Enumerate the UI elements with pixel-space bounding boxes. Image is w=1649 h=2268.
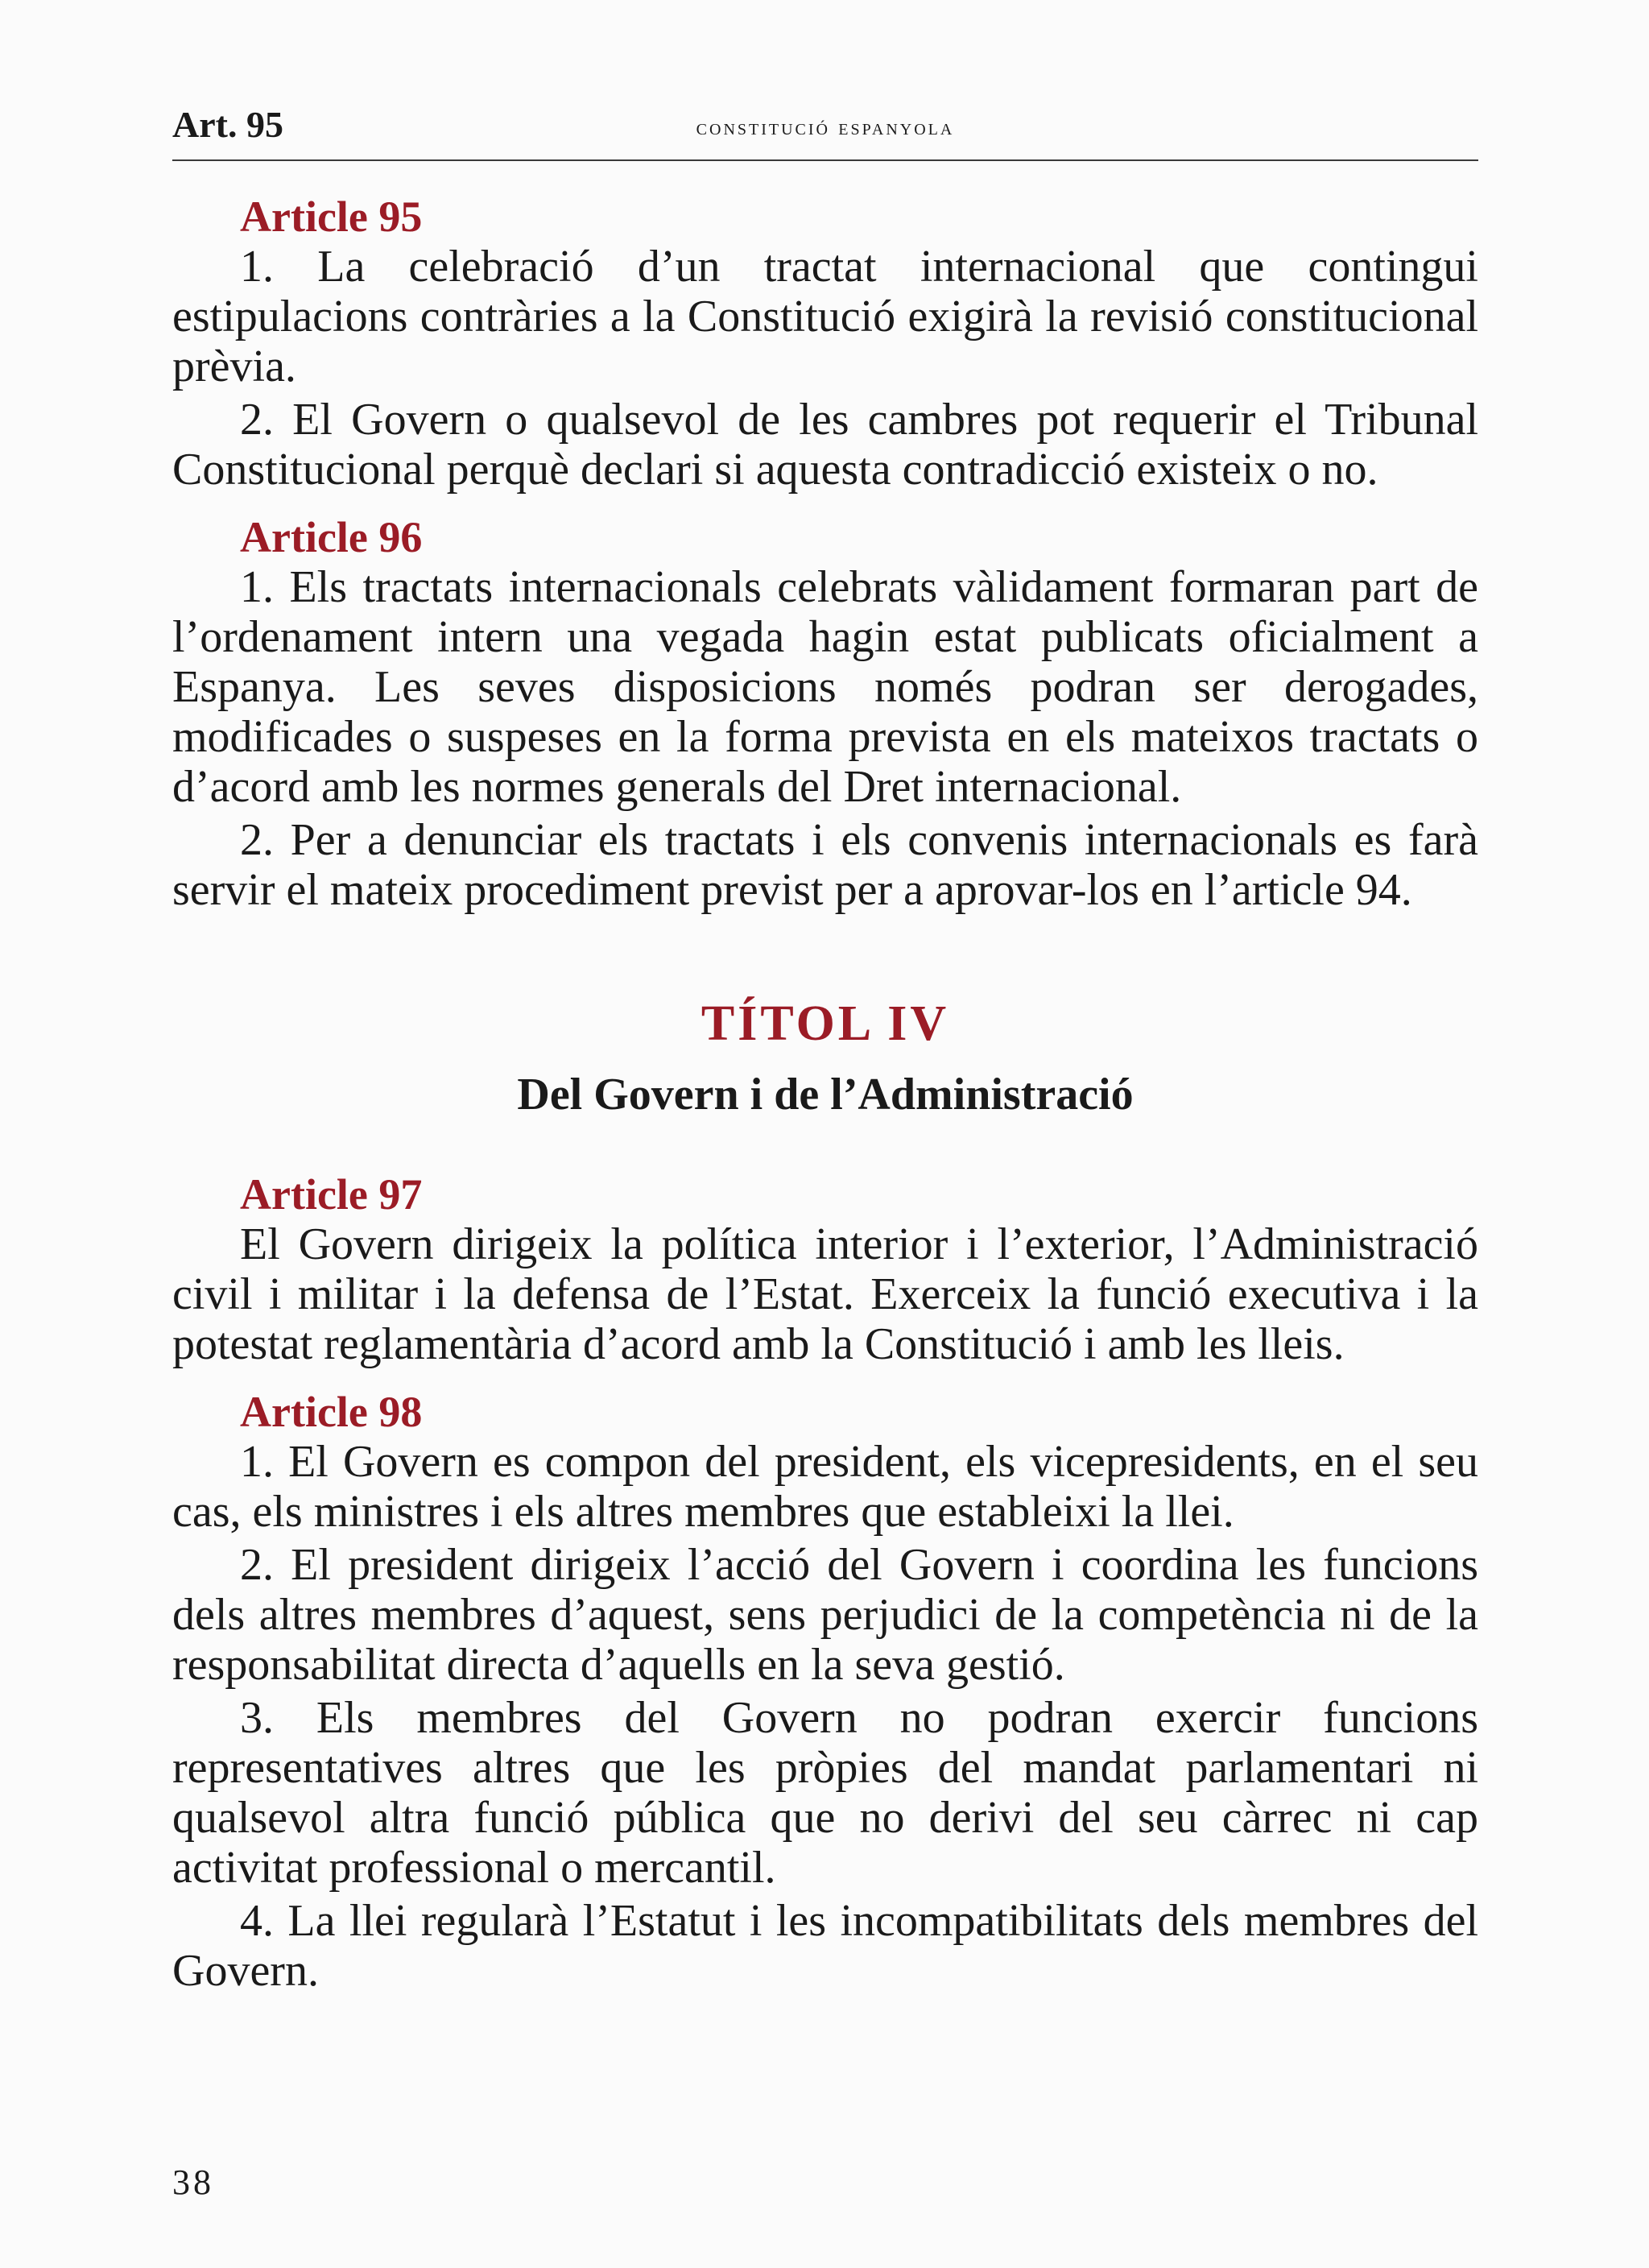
article-98-paragraph-4: 4. La llei regularà l’Estatut i les incompatibilitats dels membres del Govern.	[172, 1896, 1478, 1996]
article-96-heading: Article 96	[240, 513, 423, 561]
running-title: constitució espanyola	[696, 114, 955, 140]
running-head	[172, 101, 1478, 161]
article-96-paragraph-1: 1. Els tractats internacionals celebrats vàlidament formaran part de l’ordenament intern una vegada hagin estat publicats oficialment a Espanya. Les seves disposicions només podran ser derogades, modificades o suspeses en la forma prevista en els mateixos tractats o d’acord amb les normes generals del Dret internacional.	[172, 562, 1478, 812]
article-95-heading: Article 95	[240, 192, 423, 241]
title-subtitle: Del Govern i de l’Administració	[517, 1070, 1134, 1120]
title-label: TÍTOL IV	[701, 996, 950, 1051]
article-98-heading: Article 98	[240, 1388, 423, 1436]
article-97-heading: Article 97	[240, 1170, 423, 1219]
article-97-paragraph-1: El Govern dirigeix la política interior i l’exterior, l’Administració civil i militar i la defensa de l’Estat. Exerceix la funció executiva i la potestat reglamentària d’acord amb la Constitució i amb les lleis.	[172, 1219, 1478, 1369]
article-reference: Art. 95	[172, 104, 283, 145]
article-98-paragraph-3: 3. Els membres del Govern no podran exercir funcions representatives altres que les pròpies del mandat parlamentari ni qualsevol altra funció pública que no derivi del seu càrrec ni cap activitat professional o mercantil.	[172, 1693, 1478, 1893]
page-content	[172, 192, 1478, 1996]
title-block	[172, 995, 1478, 1121]
article-95-paragraph-1: 1. La celebració d’un tractat internacional que contingui estipulacions contràries a la Constitució exigirà la revisió constitucional prèvia.	[172, 242, 1478, 391]
article-98-paragraph-2: 2. El president dirigeix l’acció del Govern i coordina les funcions dels altres membres d’aquest, sens perjudici de la competència ni de la responsabilitat directa d’aquells en la seva gestió.	[172, 1540, 1478, 1690]
article-98-paragraph-1: 1. El Govern es compon del president, els vicepresidents, en el seu cas, els ministres i els altres membres que estableixi la llei.	[172, 1437, 1478, 1537]
page	[172, 101, 1478, 1999]
page-number: 38	[172, 2162, 214, 2202]
article-95-paragraph-2: 2. El Govern o qualsevol de les cambres pot requerir el Tribunal Constitucional perquè declari si aquesta contradicció existeix o no.	[172, 395, 1478, 495]
article-96-paragraph-2: 2. Per a denunciar els tractats i els convenis internacionals es farà servir el mateix procediment previst per a aprovar-los en l’article 94.	[172, 815, 1478, 915]
